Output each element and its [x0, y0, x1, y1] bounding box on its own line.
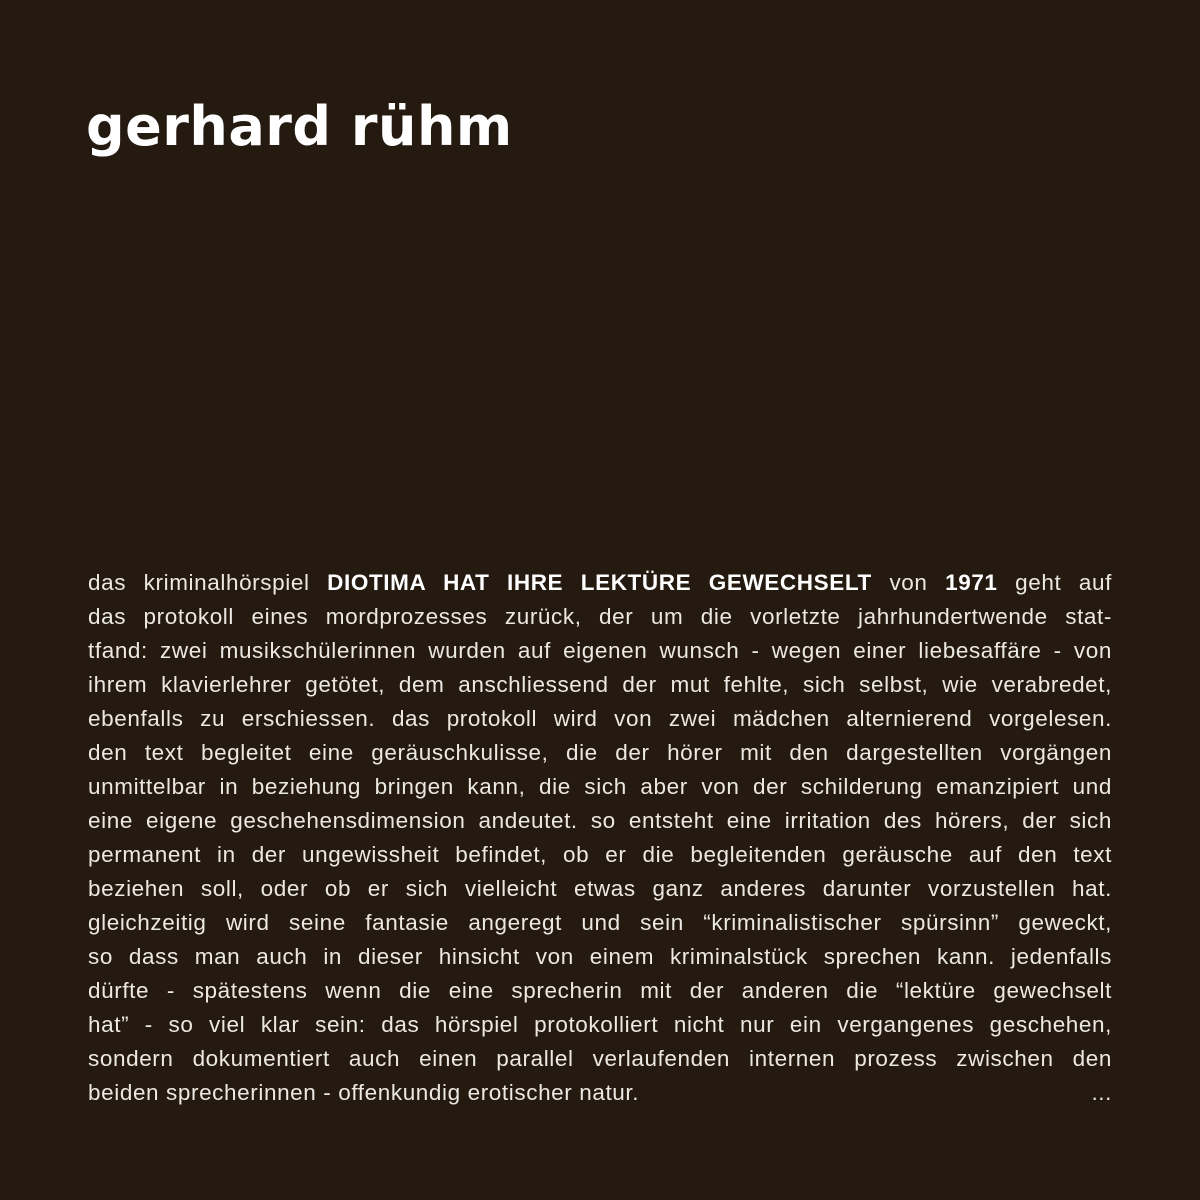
description-text: [88, 566, 1112, 1110]
text-line: eine eigene geschehensdimension andeutet. so entsteht eine irritation des hörers, der sich: [88, 808, 1112, 833]
text-line: gleichzeitig wird seine fantasie angeregt und sein “kriminalistischer spürsinn” geweckt,: [88, 910, 1112, 935]
text-line: beziehen soll, oder ob er sich vielleicht etwas ganz anderes darunter vorzustellen hat.: [88, 876, 1112, 901]
text-line: sondern dokumentiert auch einen parallel verlaufenden internen prozess zwischen den: [88, 1046, 1112, 1071]
work-title: DIOTIMA HAT IHRE LEKTÜRE GEWECHSELT: [327, 570, 872, 595]
text-line: ihrem klavierlehrer getötet, dem anschliessend der mut fehlte, sich selbst, wie verabredet,: [88, 672, 1112, 697]
intro-prefix: das kriminalhörspiel: [88, 570, 310, 595]
author-name: gerhard rühm: [86, 95, 513, 158]
text-line: dürfte - spätestens wenn die eine sprecherin mit der anderen die “lektüre gewechselt: [88, 978, 1112, 1003]
continuation-ellipsis: ...: [1091, 1080, 1112, 1105]
last-line-text: beiden sprecherinnen - offenkundig erotischer natur.: [88, 1080, 640, 1105]
text-line: das protokoll eines mordprozesses zurück, der um die vorletzte jahrhundertwende stat-: [88, 604, 1112, 629]
text-line: hat” - so viel klar sein: das hörspiel protokolliert nicht nur ein vergangenes geschehen,: [88, 1012, 1112, 1037]
text-line: unmittelbar in beziehung bringen kann, die sich aber von der schilderung emanzipiert und: [88, 774, 1112, 799]
text-line: [88, 566, 1112, 600]
year: 1971: [945, 570, 998, 595]
text-line: tfand: zwei musikschülerinnen wurden auf eigenen wunsch - wegen einer liebesaffäre - von: [88, 638, 1112, 663]
text-line: ebenfalls zu erschiessen. das protokoll wird von zwei mädchen alternierend vorgelesen.: [88, 706, 1112, 731]
text-line-last: [88, 1076, 1112, 1110]
text-line: den text begleitet eine geräuschkulisse, die der hörer mit den dargestellten vorgängen: [88, 740, 1112, 765]
intro-suffix: geht auf: [1015, 570, 1112, 595]
text-line: permanent in der ungewissheit befindet, ob er die begleitenden geräusche auf den text: [88, 842, 1112, 867]
text-line: so dass man auch in dieser hinsicht von einem kriminalstück sprechen kann. jedenfalls: [88, 944, 1112, 969]
von-word: von: [889, 570, 928, 595]
